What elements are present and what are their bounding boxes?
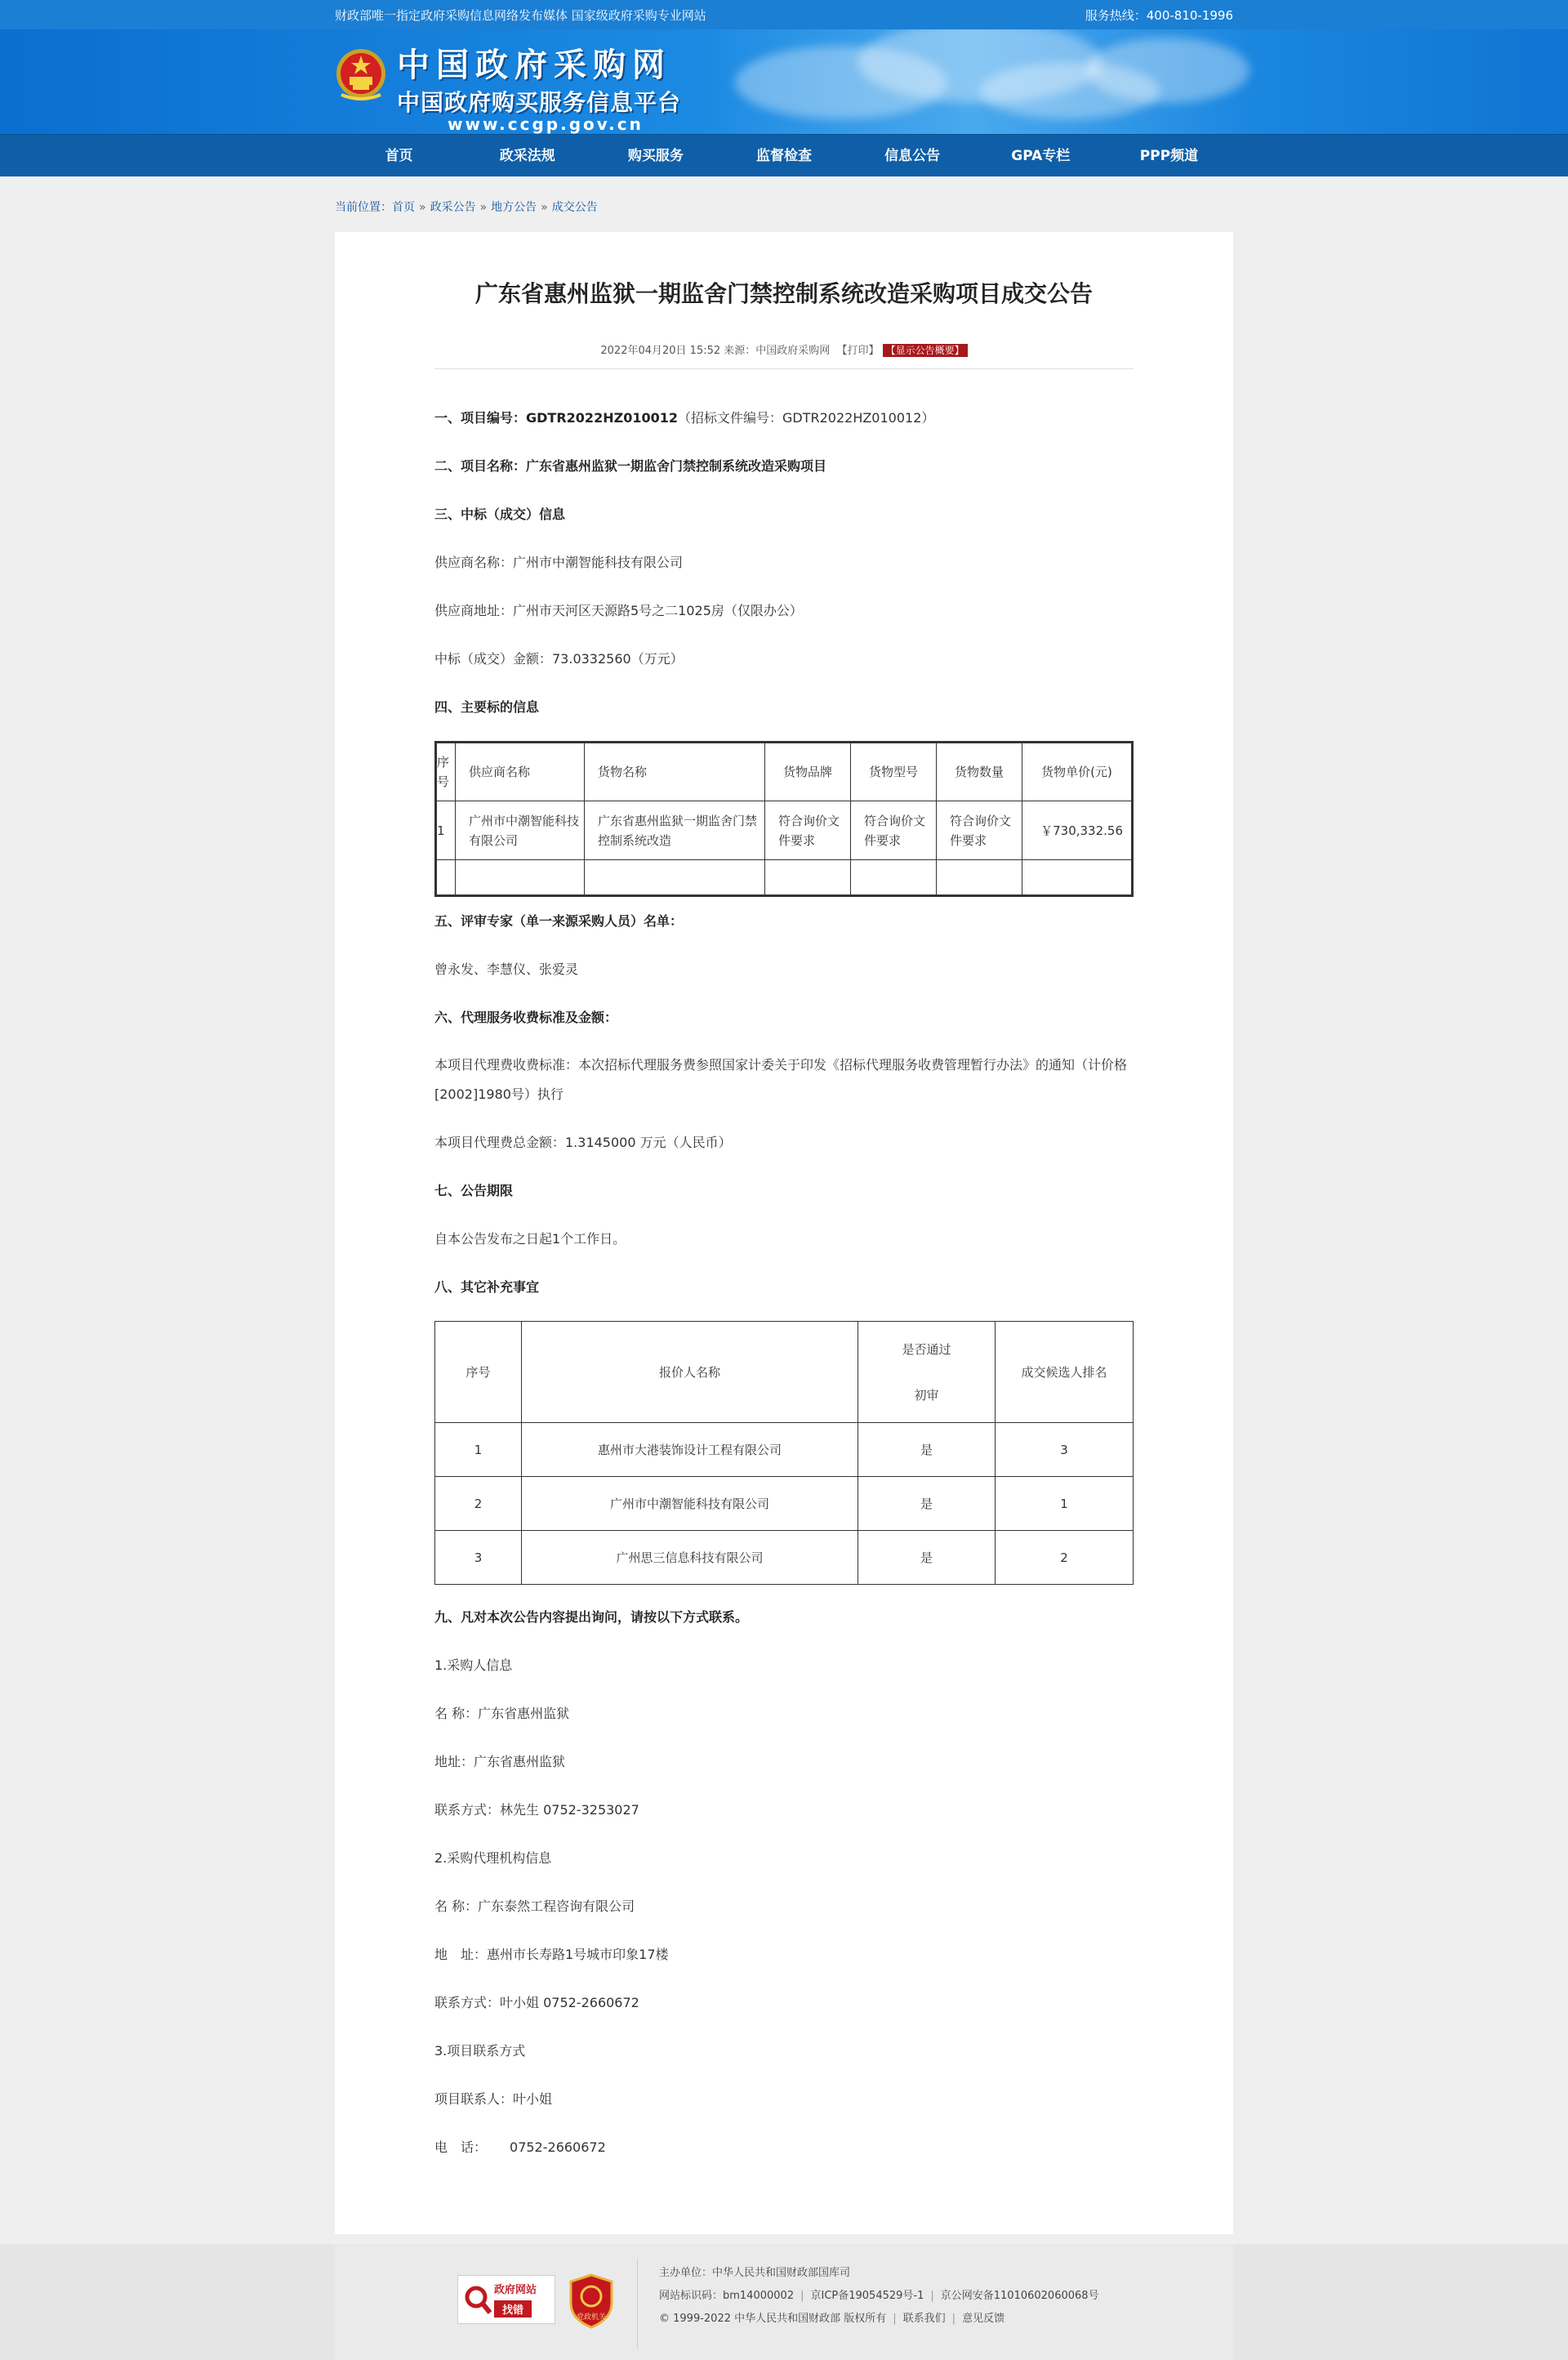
section-6-heading: 六、代理服务收费标准及金额： xyxy=(434,1010,618,1025)
breadcrumb-gov-announcements[interactable]: 政采公告 xyxy=(430,201,476,214)
content-panel xyxy=(335,232,1233,2234)
logo-url: www.ccgp.gov.cn xyxy=(448,114,644,134)
section-5-heading: 五、评审专家（单一来源采购人员）名单： xyxy=(434,913,684,929)
purchaser-address: 地址：广东省惠州监狱 xyxy=(434,1754,566,1769)
nav-regulations[interactable]: 政采法规 xyxy=(499,148,555,164)
service-hotline: 服务热线：400-810-1996 xyxy=(1085,7,1233,23)
magnifier-icon xyxy=(463,2284,492,2317)
t2-cell-rank: 2 xyxy=(996,1531,1134,1585)
national-emblem-icon xyxy=(335,47,387,101)
project-contact-heading: 3.项目联系方式 xyxy=(434,2043,526,2059)
section-1: 一、项目编号：GDTR2022HZ010012（招标文件编号：GDTR2022HZ010012） xyxy=(434,410,935,426)
gov-site-error-badge[interactable]: 政府网站 找错 xyxy=(457,2275,555,2324)
footer-divider xyxy=(637,2259,638,2349)
t2-header-index: 序号 xyxy=(435,1322,522,1423)
section-8-heading: 八、其它补充事宜 xyxy=(434,1279,540,1295)
main-nav xyxy=(0,134,1568,176)
nav-home[interactable]: 首页 xyxy=(385,148,413,164)
t1-header-supplier: 供应商名称 xyxy=(456,743,585,801)
t1-cell-goods-name: 广东省惠州监狱一期监舍门禁控制系统改造 xyxy=(585,801,765,860)
breadcrumb-prefix: 当前位置： xyxy=(335,201,392,214)
footer-feedback-link[interactable]: 意见反馈 xyxy=(962,2313,1005,2325)
t1-header-model: 货物型号 xyxy=(851,743,937,801)
nav-announcements[interactable]: 信息公告 xyxy=(884,148,941,164)
announcement-period: 自本公告发布之日起1个工作日。 xyxy=(434,1231,626,1247)
nav-supervision[interactable]: 监督检查 xyxy=(755,148,812,164)
article-body xyxy=(434,394,1134,731)
breadcrumb-local-announcements[interactable]: 地方公告 xyxy=(491,201,537,214)
t2-cell-passed: 是 xyxy=(858,1531,996,1585)
t1-cell-supplier: 广州市中潮智能科技有限公司 xyxy=(456,801,585,860)
section-7-heading: 七、公告期限 xyxy=(434,1183,514,1198)
purchaser-info-heading: 1.采购人信息 xyxy=(434,1657,513,1673)
top-bar xyxy=(0,0,1568,29)
t1-cell-model: 符合询价文件要求 xyxy=(851,801,937,860)
agency-info-heading: 2.采购代理机构信息 xyxy=(434,1850,552,1866)
project-contact-person: 项目联系人：叶小姐 xyxy=(434,2091,553,2107)
t2-cell-bidder: 广州思三信息科技有限公司 xyxy=(522,1531,858,1585)
t2-cell-bidder: 惠州市大港装饰设计工程有限公司 xyxy=(522,1423,858,1477)
nav-gpa[interactable]: GPA专栏 xyxy=(1011,148,1071,164)
fee-total: 本项目代理费总金额：1.3145000 万元（人民币） xyxy=(434,1135,732,1150)
t1-cell-quantity: 符合询价文件要求 xyxy=(937,801,1022,860)
article-body-3 xyxy=(434,1593,1134,2171)
section-4-heading: 四、主要标的信息 xyxy=(434,699,540,715)
expert-list: 曾永发、李慧仪、张爱灵 xyxy=(434,961,579,977)
t2-cell-rank: 3 xyxy=(996,1423,1134,1477)
t1-cell-brand: 符合询价文件要求 xyxy=(765,801,851,860)
purchaser-name: 名 称：广东省惠州监狱 xyxy=(434,1706,570,1721)
logo-subtitle: 中国政府购买服务信息平台 xyxy=(397,89,682,116)
footer-police-link[interactable]: 京公网安备11010602060068号 xyxy=(940,2290,1099,2302)
agency-name: 名 称：广东泰然工程咨询有限公司 xyxy=(434,1898,635,1914)
t1-header-index: 序号 xyxy=(436,743,456,801)
supplier-address: 供应商地址：广州市天河区天源路5号之二1025房（仅限办公） xyxy=(434,603,803,618)
t1-cell-index: 1 xyxy=(436,801,456,860)
logo-title: 中国政府采购网 xyxy=(397,47,671,84)
site-footer xyxy=(0,2244,1568,2360)
fee-standard: 本项目代理费收费标准：本次招标代理服务费参照国家计委关于印发《招标代理服务收费管理暂行办法》的通知（计价格[2002]1980号）执行 xyxy=(434,1057,1128,1102)
main-items-table xyxy=(434,741,1134,897)
t2-cell-index: 2 xyxy=(435,1477,522,1531)
breadcrumb: 当前位置：首页 » 政采公告 » 地方公告 » 成交公告 xyxy=(335,201,598,214)
party-gov-badge[interactable]: 党政机关 xyxy=(568,2273,615,2329)
footer-sponsor: 主办单位：中华人民共和国财政部国库司 xyxy=(659,2267,851,2279)
show-summary-button[interactable]: 【显示公告概要】 xyxy=(883,344,968,357)
t2-cell-bidder: 广州市中潮智能科技有限公司 xyxy=(522,1477,858,1531)
section-9-heading: 九、凡对本次公告内容提出询问，请按以下方式联系。 xyxy=(434,1609,749,1625)
footer-icp-link[interactable]: 京ICP备19054529号-1 xyxy=(810,2290,924,2302)
footer-site-id: 网站标识码：bm14000002 xyxy=(659,2290,795,2302)
agency-contact: 联系方式：叶小姐 0752-2660672 xyxy=(434,1995,639,2010)
section-3-heading: 三、中标（成交）信息 xyxy=(434,506,566,522)
t2-header-passed: 是否通过 初审 xyxy=(858,1322,996,1423)
t2-cell-index: 1 xyxy=(435,1423,522,1477)
article-source: 来源：中国政府采购网 xyxy=(724,345,831,357)
footer-copyright: © 1999-2022 中华人民共和国财政部 版权所有 xyxy=(659,2313,887,2325)
breadcrumb-home[interactable]: 首页 xyxy=(392,201,415,214)
t2-cell-index: 3 xyxy=(435,1531,522,1585)
project-phone: 电 话： 0752-2660672 xyxy=(434,2139,606,2155)
article-meta xyxy=(434,341,1134,369)
site-banner xyxy=(0,29,1568,134)
footer-contact-link[interactable]: 联系我们 xyxy=(902,2313,946,2325)
t1-header-unit-price: 货物单价(元) xyxy=(1022,743,1133,801)
footer-info: 主办单位：中华人民共和国财政部国库司 网站标识码：bm14000002 | 京ICP备19054529号-1 | 京公网安备11010602060068号 © 1999-2022 中华人民共和国财政部 版权所有 | 联系我们 | 意见反馈 xyxy=(659,2262,1099,2331)
page-title: 广东省惠州监狱一期监舍门禁控制系统改造采购项目成交公告 xyxy=(474,280,1093,307)
t2-header-bidder: 报价人名称 xyxy=(522,1322,858,1423)
deal-amount: 中标（成交）金额：73.0332560（万元） xyxy=(434,651,684,667)
t1-header-brand: 货物品牌 xyxy=(765,743,851,801)
supplier-name: 供应商名称：广州市中潮智能科技有限公司 xyxy=(434,555,684,570)
table-row xyxy=(435,1477,1134,1531)
t2-cell-rank: 1 xyxy=(996,1477,1134,1531)
t1-header-goods-name: 货物名称 xyxy=(585,743,765,801)
table-row xyxy=(435,1423,1134,1477)
t2-cell-passed: 是 xyxy=(858,1423,996,1477)
table-row xyxy=(436,801,1133,860)
nav-purchase-service[interactable]: 购买服务 xyxy=(627,148,684,164)
t2-header-rank: 成交候选人排名 xyxy=(996,1322,1134,1423)
publish-date: 2022年04月20日 15:52 xyxy=(600,345,721,357)
site-slogan: 财政部唯一指定政府采购信息网络发布媒体 国家级政府采购专业网站 xyxy=(335,7,706,23)
article-body-2 xyxy=(434,897,1134,1311)
bidders-table xyxy=(434,1321,1134,1585)
table-row-empty xyxy=(436,860,1133,896)
article xyxy=(434,232,1134,2171)
agency-address: 地 址：惠州市长寿路1号城市印象17楼 xyxy=(434,1947,669,1962)
nav-ppp[interactable]: PPP频道 xyxy=(1139,148,1199,164)
purchaser-contact: 联系方式：林先生 0752-3253027 xyxy=(434,1802,639,1818)
breadcrumb-deal-announcements[interactable]: 成交公告 xyxy=(551,201,598,214)
table-row xyxy=(435,1531,1134,1585)
t1-cell-unit-price: ￥730,332.56 xyxy=(1022,801,1133,860)
t2-cell-passed: 是 xyxy=(858,1477,996,1531)
print-button[interactable]: 【打印】 xyxy=(836,345,880,357)
section-2: 二、项目名称：广东省惠州监狱一期监舍门禁控制系统改造采购项目 xyxy=(434,458,827,474)
t1-header-quantity: 货物数量 xyxy=(937,743,1022,801)
